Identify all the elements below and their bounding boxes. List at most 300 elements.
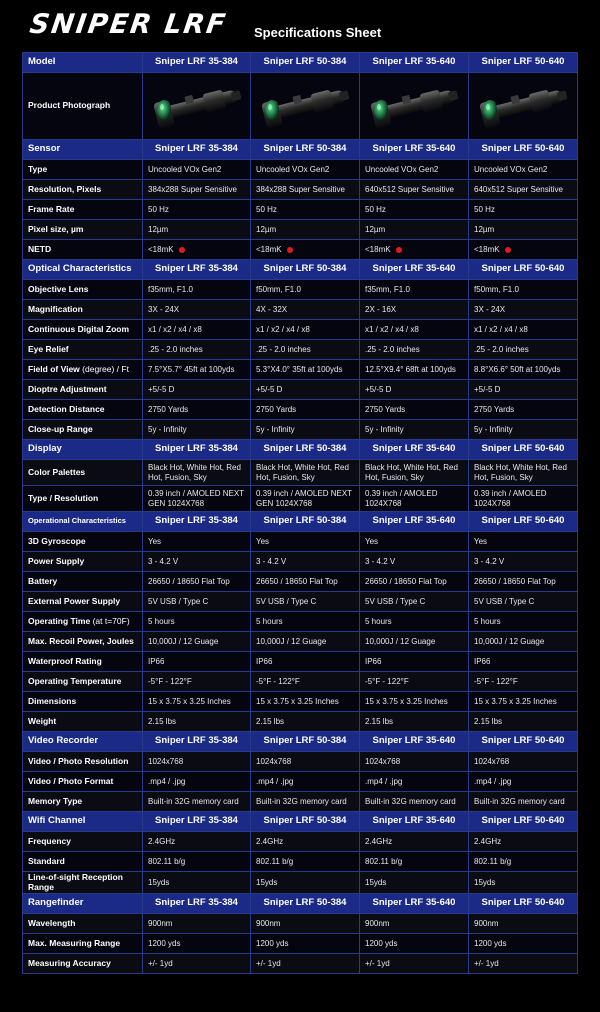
spec-value-text: Uncooled VOx Gen2 — [474, 164, 548, 174]
spec-value-text: <18mK — [365, 244, 391, 254]
spec-value — [469, 914, 578, 934]
spec-value — [360, 220, 469, 240]
spec-value — [469, 420, 578, 440]
spec-value — [469, 200, 578, 220]
spec-value — [143, 552, 251, 572]
spec-value-text: 2750 Yards — [256, 404, 297, 414]
model-column-header: Sniper LRF 50-384 — [251, 440, 360, 460]
spec-value-text: 2.4GHz — [256, 836, 284, 846]
spec-value-text: 12.5°X9.4° 68ft at 100yds — [365, 364, 456, 374]
spec-value-text: 12µm — [256, 224, 277, 234]
spec-value — [360, 792, 469, 812]
spec-value-text: Uncooled VOx Gen2 — [256, 164, 330, 174]
model-column-header: Sniper LRF 35-384 — [143, 440, 251, 460]
spec-value — [251, 832, 360, 852]
spec-value-text: 15yds — [256, 877, 278, 887]
spec-value-text: -5°F - 122°F — [148, 676, 192, 686]
spec-value-text: IP66 — [256, 656, 273, 666]
model-column-header: Sniper LRF 50-384 — [251, 53, 360, 73]
section-header — [23, 53, 578, 73]
spec-value-text: 5.3°X4.0° 35ft at 100yds — [256, 364, 343, 374]
table-row — [23, 486, 578, 512]
spec-value-text: IP66 — [365, 656, 382, 666]
spec-value — [143, 872, 251, 894]
spec-label-suffix: (at t=70F) — [90, 615, 130, 626]
spec-value — [360, 934, 469, 954]
spec-value-text: .mp4 / .jpg — [256, 776, 294, 786]
spec-label: Line-of-sight Reception Range — [23, 872, 143, 894]
spec-value — [469, 572, 578, 592]
spec-value — [143, 532, 251, 552]
spec-value — [251, 692, 360, 712]
spec-value-text: Yes — [365, 536, 379, 546]
table-row — [23, 772, 578, 792]
table-row — [23, 552, 578, 572]
table-row — [23, 872, 578, 894]
spec-value-text: 15 x 3.75 x 3.25 Inches — [256, 696, 339, 706]
product-photo — [360, 73, 469, 140]
model-column-header: Sniper LRF 50-640 — [469, 512, 578, 532]
spec-label: Wavelength — [23, 914, 143, 934]
spec-value-text: 2750 Yards — [474, 404, 515, 414]
spec-value-text: 7.5°X5.7° 45ft at 100yds — [148, 364, 235, 374]
spec-value — [251, 592, 360, 612]
model-column-header: Sniper LRF 50-384 — [251, 812, 360, 832]
spec-value — [251, 934, 360, 954]
table-row — [23, 832, 578, 852]
spec-value-text: 15yds — [474, 877, 496, 887]
table-row — [23, 73, 578, 140]
spec-value — [469, 954, 578, 974]
spec-value-text: 5V USB / Type C — [148, 596, 209, 606]
model-column-header: Sniper LRF 50-640 — [469, 812, 578, 832]
table-row — [23, 200, 578, 220]
table-row — [23, 220, 578, 240]
spec-value — [143, 300, 251, 320]
spec-label: Detection Distance — [23, 400, 143, 420]
spec-value — [143, 280, 251, 300]
spec-value — [251, 954, 360, 974]
page-title: Specifications Sheet — [254, 25, 382, 40]
spec-value-text: 5y - Infinity — [474, 424, 513, 434]
spec-value — [251, 360, 360, 380]
spec-value-text: <18mK — [474, 244, 500, 254]
spec-label: Resolution, Pixels — [23, 180, 143, 200]
spec-value-text: 5V USB / Type C — [474, 596, 535, 606]
spec-value-text: 900nm — [474, 918, 499, 928]
spec-value-text: 3 - 4.2 V — [474, 556, 505, 566]
spec-value — [251, 320, 360, 340]
spec-value-text: .25 - 2.0 inches — [148, 344, 203, 354]
spec-value-text: 15 x 3.75 x 3.25 Inches — [474, 696, 557, 706]
model-column-header: Sniper LRF 35-640 — [360, 53, 469, 73]
spec-value-text: +/- 1yd — [256, 958, 281, 968]
spec-value — [360, 420, 469, 440]
brand-logo: SNIPER LRF — [27, 9, 230, 40]
spec-value-text: 3 - 4.2 V — [148, 556, 179, 566]
spec-value-text: 2.15 lbs — [256, 716, 285, 726]
spec-value-text: 3 - 4.2 V — [365, 556, 396, 566]
spec-value-text: Yes — [256, 536, 270, 546]
spec-value-text: 1024x768 — [365, 756, 401, 766]
spec-value-text: 900nm — [365, 918, 390, 928]
spec-value-text: 640x512 Super Sensitive — [474, 184, 563, 194]
scope-photo-icon — [149, 79, 245, 133]
spec-value — [360, 852, 469, 872]
spec-label: Type — [23, 160, 143, 180]
spec-value — [469, 160, 578, 180]
spec-value-text: 2.4GHz — [474, 836, 502, 846]
spec-value — [143, 380, 251, 400]
spec-value — [469, 240, 578, 260]
spec-label: Frame Rate — [23, 200, 143, 220]
spec-value — [360, 752, 469, 772]
spec-value-text: 2.15 lbs — [474, 716, 503, 726]
spec-label: Close-up Range — [23, 420, 143, 440]
spec-value-text: .mp4 / .jpg — [474, 776, 512, 786]
spec-value — [469, 832, 578, 852]
spec-value-text: 50 Hz — [365, 204, 386, 214]
spec-value-text: .25 - 2.0 inches — [365, 344, 420, 354]
spec-value — [251, 852, 360, 872]
spec-value-text: 5 hours — [365, 616, 392, 626]
spec-value-text: 5 hours — [474, 616, 501, 626]
spec-value-text: Built-in 32G memory card — [365, 796, 456, 806]
spec-value-text: IP66 — [474, 656, 491, 666]
spec-value-text: Black Hot, White Hot, Red Hot, Fusion, Sky — [148, 463, 241, 482]
spec-label: Magnification — [23, 300, 143, 320]
spec-value — [251, 160, 360, 180]
spec-value — [143, 220, 251, 240]
spec-value-text: 2X - 16X — [365, 304, 397, 314]
spec-value — [251, 772, 360, 792]
product-photo — [143, 73, 251, 140]
model-column-header: Sniper LRF 35-640 — [360, 260, 469, 280]
spec-value — [251, 652, 360, 672]
table-row — [23, 180, 578, 200]
red-dot-icon — [396, 247, 402, 253]
spec-value-text: 15 x 3.75 x 3.25 Inches — [365, 696, 448, 706]
spec-value — [360, 532, 469, 552]
spec-value — [143, 914, 251, 934]
spec-value — [469, 872, 578, 894]
spec-value — [469, 280, 578, 300]
spec-value — [469, 340, 578, 360]
spec-value — [469, 552, 578, 572]
model-column-header: Sniper LRF 35-384 — [143, 140, 251, 160]
spec-label: Field of View (degree) / Ft — [23, 360, 143, 380]
section-header — [23, 140, 578, 160]
spec-value — [143, 160, 251, 180]
spec-label: Memory Type — [23, 792, 143, 812]
table-row — [23, 420, 578, 440]
table-row — [23, 240, 578, 260]
section-title: Wifi Channel — [23, 812, 143, 832]
spec-value — [143, 612, 251, 632]
spec-value — [469, 320, 578, 340]
spec-value-text: 802.11 b/g — [365, 856, 403, 866]
spec-value — [143, 420, 251, 440]
spec-label: Measuring Accuracy — [23, 954, 143, 974]
table-row — [23, 572, 578, 592]
spec-value — [251, 420, 360, 440]
scope-photo-icon — [475, 79, 571, 133]
table-row — [23, 160, 578, 180]
spec-value — [469, 692, 578, 712]
spec-value — [469, 672, 578, 692]
spec-value-text: x1 / x2 / x4 / x8 — [365, 324, 419, 334]
spec-value — [143, 692, 251, 712]
spec-value — [143, 460, 251, 486]
spec-value — [143, 672, 251, 692]
spec-value-text: 50 Hz — [256, 204, 277, 214]
spec-value — [143, 592, 251, 612]
spec-value-text: Black Hot, White Hot, Red Hot, Fusion, Sky — [365, 463, 458, 482]
spec-value-text: +5/-5 D — [365, 384, 392, 394]
table-row — [23, 612, 578, 632]
spec-label: Type / Resolution — [23, 486, 143, 512]
spec-value — [251, 914, 360, 934]
spec-label: Operating Temperature — [23, 672, 143, 692]
table-row — [23, 400, 578, 420]
spec-value — [360, 240, 469, 260]
model-column-header: Sniper LRF 35-640 — [360, 512, 469, 532]
spec-value — [143, 340, 251, 360]
spec-value — [469, 652, 578, 672]
model-column-header: Sniper LRF 35-384 — [143, 894, 251, 914]
spec-value — [143, 852, 251, 872]
section-title: Model — [23, 53, 143, 73]
spec-value — [143, 200, 251, 220]
spec-value-text: 50 Hz — [474, 204, 495, 214]
section-title: Sensor — [23, 140, 143, 160]
section-title: Display — [23, 440, 143, 460]
spec-value-text: f50mm, F1.0 — [474, 284, 519, 294]
spec-value — [469, 220, 578, 240]
spec-value-text: 5 hours — [148, 616, 175, 626]
model-column-header: Sniper LRF 35-640 — [360, 140, 469, 160]
spec-value — [251, 532, 360, 552]
spec-value-text: Built-in 32G memory card — [256, 796, 347, 806]
spec-value-text: 802.11 b/g — [474, 856, 512, 866]
spec-value-text: 1200 yds — [256, 938, 289, 948]
table-row — [23, 300, 578, 320]
spec-value — [360, 572, 469, 592]
spec-value-text: 3X - 24X — [148, 304, 180, 314]
table-row — [23, 632, 578, 652]
section-title: Video Recorder — [23, 732, 143, 752]
spec-value-text: +5/-5 D — [474, 384, 501, 394]
spec-value — [360, 160, 469, 180]
spec-value — [360, 872, 469, 894]
spec-value-text: +/- 1yd — [474, 958, 499, 968]
model-column-header: Sniper LRF 50-384 — [251, 140, 360, 160]
spec-value-text: IP66 — [148, 656, 165, 666]
spec-value — [143, 486, 251, 512]
spec-label: Max. Measuring Range — [23, 934, 143, 954]
spec-value-text: f35mm, F1.0 — [148, 284, 193, 294]
spec-value-text: 802.11 b/g — [256, 856, 294, 866]
spec-value — [143, 934, 251, 954]
spec-value — [360, 380, 469, 400]
spec-value — [469, 486, 578, 512]
spec-value — [360, 300, 469, 320]
spec-value-text: 1200 yds — [148, 938, 181, 948]
spec-value — [143, 772, 251, 792]
table-row — [23, 280, 578, 300]
spec-value-text: 5V USB / Type C — [256, 596, 317, 606]
spec-value — [360, 400, 469, 420]
spec-value — [251, 200, 360, 220]
spec-value — [143, 360, 251, 380]
spec-value-text: <18mK — [148, 244, 174, 254]
spec-value — [469, 934, 578, 954]
model-column-header: Sniper LRF 50-640 — [469, 732, 578, 752]
spec-value — [251, 220, 360, 240]
model-column-header: Sniper LRF 35-640 — [360, 440, 469, 460]
spec-value-text: 5y - Infinity — [256, 424, 295, 434]
spec-label: Power Supply — [23, 552, 143, 572]
spec-label: Standard — [23, 852, 143, 872]
spec-value-text: x1 / x2 / x4 / x8 — [474, 324, 528, 334]
spec-value — [143, 320, 251, 340]
spec-value — [469, 712, 578, 732]
spec-value — [360, 672, 469, 692]
spec-value-text: 2.4GHz — [148, 836, 176, 846]
spec-value — [251, 380, 360, 400]
scope-photo-icon — [257, 79, 353, 133]
spec-value — [251, 752, 360, 772]
model-column-header: Sniper LRF 50-384 — [251, 260, 360, 280]
spec-value — [469, 772, 578, 792]
spec-value-text: 802.11 b/g — [148, 856, 186, 866]
spec-value-text: 26650 / 18650 Flat Top — [148, 576, 230, 586]
spec-label: Battery — [23, 572, 143, 592]
spec-value — [360, 280, 469, 300]
spec-value — [143, 632, 251, 652]
spec-label: 3D Gyroscope — [23, 532, 143, 552]
spec-value-text: <18mK — [256, 244, 282, 254]
spec-value-text: 2.15 lbs — [148, 716, 177, 726]
table-row — [23, 652, 578, 672]
spec-value — [251, 632, 360, 652]
model-column-header: Sniper LRF 35-384 — [143, 260, 251, 280]
spec-value — [360, 954, 469, 974]
spec-value-text: Uncooled VOx Gen2 — [148, 164, 222, 174]
spec-value-text: 8.8°X6.6° 50ft at 100yds — [474, 364, 561, 374]
spec-value-text: -5°F - 122°F — [474, 676, 518, 686]
spec-value — [360, 360, 469, 380]
spec-value — [251, 792, 360, 812]
spec-value — [251, 552, 360, 572]
spec-value — [469, 632, 578, 652]
spec-value-text: +/- 1yd — [148, 958, 173, 968]
spec-label: Video / Photo Format — [23, 772, 143, 792]
spec-value — [251, 400, 360, 420]
spec-value-text: +/- 1yd — [365, 958, 390, 968]
table-row — [23, 592, 578, 612]
spec-label: Dimensions — [23, 692, 143, 712]
section-header — [23, 260, 578, 280]
header — [0, 0, 600, 48]
spec-value — [360, 460, 469, 486]
spec-value-text: 3 - 4.2 V — [256, 556, 287, 566]
spec-label: Video / Photo Resolution — [23, 752, 143, 772]
spec-value-text: 26650 / 18650 Flat Top — [256, 576, 338, 586]
spec-value-text: 2750 Yards — [148, 404, 189, 414]
model-column-header: Sniper LRF 35-640 — [360, 894, 469, 914]
model-column-header: Sniper LRF 35-384 — [143, 732, 251, 752]
spec-value — [251, 180, 360, 200]
table-row — [23, 340, 578, 360]
section-title: Operational Characteristics — [23, 512, 143, 532]
spec-value — [143, 240, 251, 260]
section-header — [23, 812, 578, 832]
spec-value-text: .mp4 / .jpg — [365, 776, 403, 786]
table-row — [23, 360, 578, 380]
spec-value — [360, 592, 469, 612]
product-photo — [251, 73, 360, 140]
spec-label: Max. Recoil Power, Joules — [23, 632, 143, 652]
spec-value — [360, 320, 469, 340]
spec-value — [360, 772, 469, 792]
section-header — [23, 440, 578, 460]
table-row — [23, 692, 578, 712]
spec-value-text: Black Hot, White Hot, Red Hot, Fusion, Sky — [474, 463, 567, 482]
spec-value-text: 26650 / 18650 Flat Top — [474, 576, 556, 586]
section-header — [23, 894, 578, 914]
table-row — [23, 954, 578, 974]
spec-value-text: 10,000J / 12 Guage — [365, 636, 436, 646]
spec-value-text: 0.39 inch / AMOLED NEXT GEN 1024X768 — [148, 489, 244, 508]
table-row — [23, 712, 578, 732]
spec-label: Waterproof Rating — [23, 652, 143, 672]
spec-value-text: 1200 yds — [365, 938, 398, 948]
spec-value — [469, 400, 578, 420]
spec-value-text: 384x288 Super Sensitive — [148, 184, 237, 194]
spec-label: Eye Relief — [23, 340, 143, 360]
spec-value — [469, 180, 578, 200]
spec-value-text: 0.39 inch / AMOLED NEXT GEN 1024X768 — [256, 489, 352, 508]
spec-value-text: 12µm — [148, 224, 169, 234]
section-title: Rangefinder — [23, 894, 143, 914]
spec-value — [251, 460, 360, 486]
spec-value-text: 50 Hz — [148, 204, 169, 214]
spec-value-text: Uncooled VOx Gen2 — [365, 164, 439, 174]
model-column-header: Sniper LRF 50-640 — [469, 53, 578, 73]
spec-value — [143, 400, 251, 420]
spec-label-suffix: (degree) / Ft — [79, 363, 129, 374]
table-row — [23, 672, 578, 692]
spec-value — [469, 360, 578, 380]
spec-value-text: Black Hot, White Hot, Red Hot, Fusion, Sky — [256, 463, 349, 482]
model-column-header: Sniper LRF 50-640 — [469, 894, 578, 914]
red-dot-icon — [505, 247, 511, 253]
spec-value-text: 0.39 inch / AMOLED 1024X768 — [474, 489, 547, 508]
spec-label: Color Palettes — [23, 460, 143, 486]
model-column-header: Sniper LRF 50-640 — [469, 260, 578, 280]
spec-value — [251, 240, 360, 260]
spec-value-text: 12µm — [365, 224, 386, 234]
spec-value-text: 5y - Infinity — [365, 424, 404, 434]
spec-value-text: 0.39 inch / AMOLED 1024X768 — [365, 489, 438, 508]
spec-value — [360, 200, 469, 220]
spec-value — [469, 460, 578, 486]
spec-value — [251, 340, 360, 360]
spec-value-text: -5°F - 122°F — [365, 676, 409, 686]
spec-value-text: 640x512 Super Sensitive — [365, 184, 454, 194]
spec-value-text: 384x288 Super Sensitive — [256, 184, 345, 194]
